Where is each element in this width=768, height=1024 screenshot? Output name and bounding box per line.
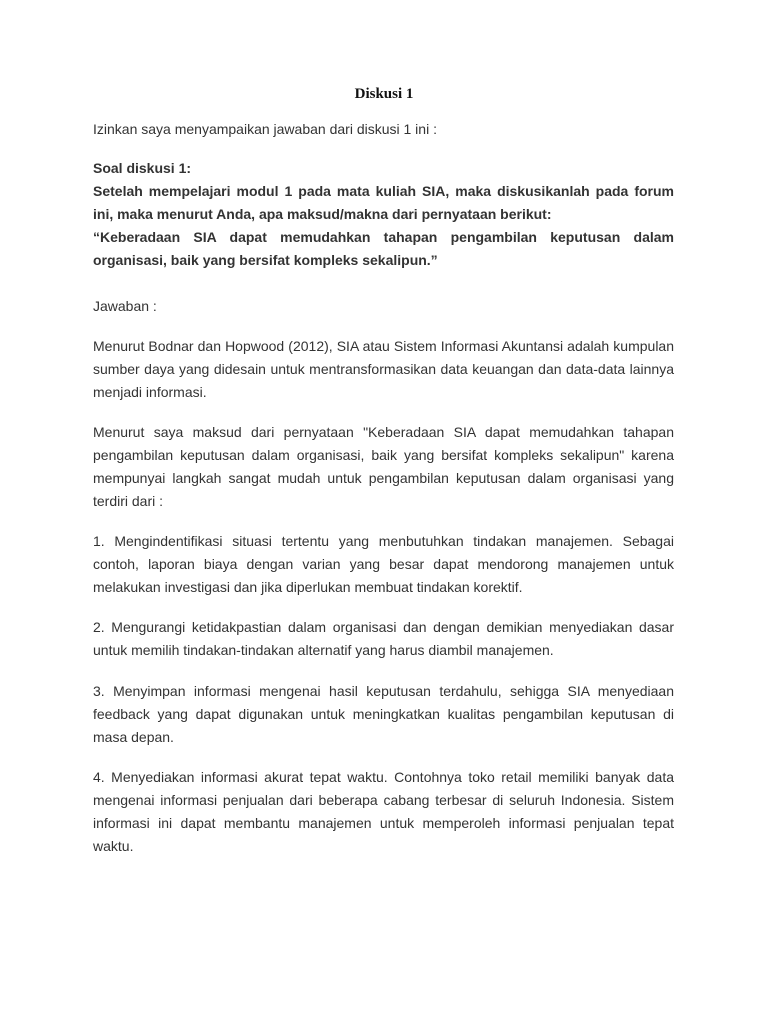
question-heading: Soal diskusi 1: — [93, 160, 192, 176]
list-item-1: 1. Mengindentifikasi situasi tertentu yang menbutuhkan tindakan manajemen. Sebagai contoh, laporan biaya dengan varian yang besar dapat mendorong manajemen untuk melakukan investigasi dan jika diperlukan membuat tindakan korektif. — [93, 533, 674, 595]
list-item-4: 4. Menyediakan informasi akurat tepat waktu. Contohnya toko retail memiliki banyak data mengenai informasi penjualan dari beberapa cabang terbesar di seluruh Indonesia. Sistem informasi ini dapat membantu manajemen untuk memperoleh informasi penjualan tepat waktu. — [93, 769, 674, 854]
question-text: Setelah mempelajari modul 1 pada mata kuliah SIA, maka diskusikanlah pada forum ini, maka menurut Anda, apa maksud/makna dari pernyataan berikut: — [93, 183, 674, 222]
answer-paragraph-explanation: Menurut saya maksud dari pernyataan "Keberadaan SIA dapat memudahkan tahapan pengambilan keputusan dalam organisasi, baik yang bersifat kompleks sekalipun" karena mempunyai langkah sangat mudah untuk pengambilan keputusan dalam organisasi yang terdiri dari : — [93, 424, 674, 509]
answer-paragraph-definition: Menurut Bodnar dan Hopwood (2012), SIA atau Sistem Informasi Akuntansi adalah kumpulan sumber daya yang didesain untuk mentransformasikan data keuangan dan data-data lainnya menjadi informasi. — [93, 338, 674, 400]
question-block — [93, 157, 674, 272]
question-quote: “Keberadaan SIA dapat memudahkan tahapan pengambilan keputusan dalam organisasi, baik yang bersifat kompleks sekalipun.” — [93, 229, 674, 268]
answer-label: Jawaban : — [93, 298, 157, 314]
intro-text: Izinkan saya menyampaikan jawaban dari diskusi 1 ini : — [93, 121, 437, 137]
list-item-3: 3. Menyimpan informasi mengenai hasil keputusan terdahulu, sehigga SIA menyediaan feedback yang dapat digunakan untuk meningkatkan kualitas pengambilan keputusan di masa depan. — [93, 683, 674, 745]
document-title: Diskusi 1 — [354, 86, 414, 102]
list-item-2: 2. Mengurangi ketidakpastian dalam organisasi dan dengan demikian menyediakan dasar untuk memilih tindakan-tindakan alternatif yang harus diambil manajemen. — [93, 619, 674, 658]
